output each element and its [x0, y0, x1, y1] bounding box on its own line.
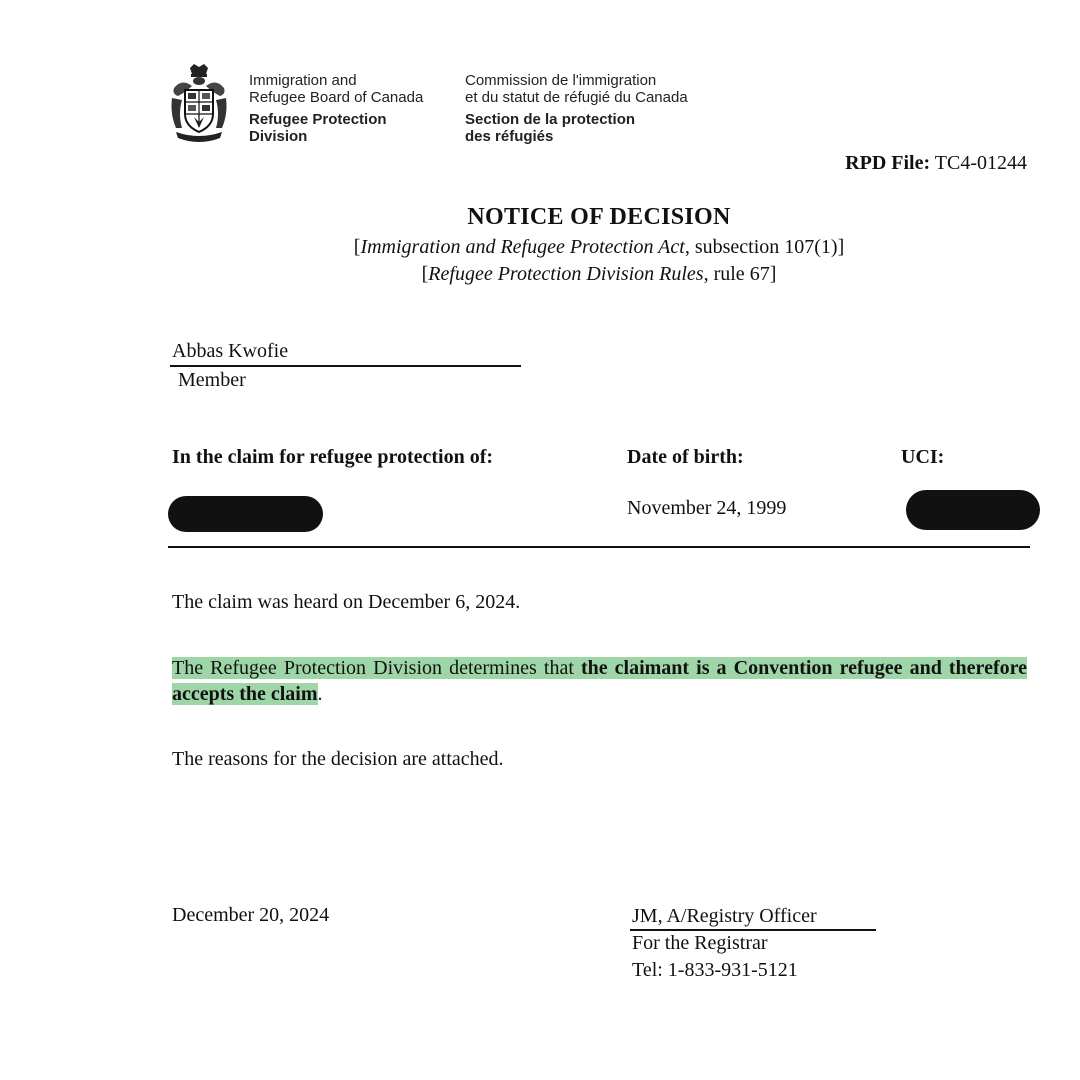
- header-en-line1: Immigration and: [249, 72, 357, 89]
- citation-act-open: [: [353, 236, 361, 258]
- decision-bold-text: the claimant is a Convention refugee and therefore accepts the claim: [172, 657, 1027, 705]
- header-fr-division2: des réfugiés: [465, 128, 554, 145]
- header-english-block: [249, 72, 423, 145]
- citation-act-rest: , subsection 107(1)]: [684, 236, 845, 258]
- file-number-line: [845, 152, 1027, 175]
- telephone: Tel: 1-833-931-5121: [632, 959, 798, 981]
- header-en-division2: Division: [249, 128, 308, 145]
- canada-coat-of-arms-icon: [168, 62, 230, 146]
- decision-period: .: [317, 683, 323, 705]
- date-of-birth-label: Date of birth:: [627, 446, 744, 468]
- citation-rules: [0, 263, 1080, 286]
- header-en-line2: Refugee Board of Canada: [249, 89, 424, 106]
- for-registrar: For the Registrar: [632, 932, 768, 954]
- header-french-block: [465, 72, 688, 145]
- citation-rules-rest: , rule 67]: [703, 263, 777, 285]
- file-label: RPD File:: [845, 152, 931, 174]
- header-en-division1: Refugee Protection: [249, 111, 387, 128]
- header-fr-division1: Section de la protection: [465, 111, 636, 128]
- decision-text: The Refugee Protection Division determines that: [172, 657, 581, 679]
- citation-act-title: Immigration and Refugee Protection Act: [360, 236, 685, 258]
- hearing-date-statement: The claim was heard on December 6, 2024.: [172, 591, 521, 613]
- citation-rules-open: [: [421, 263, 429, 285]
- uci-label: UCI:: [901, 446, 945, 468]
- claimant-label: In the claim for refugee protection of:: [172, 446, 494, 468]
- member-role: Member: [178, 369, 246, 391]
- signature-date: December 20, 2024: [172, 904, 330, 926]
- date-of-birth-value: November 24, 1999: [627, 497, 787, 519]
- citation-act: [0, 236, 1080, 259]
- section-divider: [168, 546, 1030, 548]
- document-title: NOTICE OF DECISION: [467, 204, 731, 230]
- decision-statement: [172, 655, 1027, 707]
- redacted-uci: [906, 490, 1040, 530]
- member-name: Abbas Kwofie: [172, 340, 289, 362]
- citation-rules-title: Refugee Protection Division Rules: [428, 263, 704, 285]
- redacted-claimant-name: [168, 496, 323, 532]
- header-fr-line1: Commission de l'immigration: [465, 72, 657, 89]
- reasons-statement: The reasons for the decision are attached.: [172, 748, 504, 770]
- decision-highlight: [172, 657, 1027, 705]
- member-signature-line: [170, 365, 521, 367]
- officer-signature-line: [630, 929, 876, 931]
- header-fr-line2: et du statut de réfugié du Canada: [465, 89, 688, 106]
- registry-officer: JM, A/Registry Officer: [632, 905, 817, 927]
- file-number: TC4-01244: [934, 152, 1027, 174]
